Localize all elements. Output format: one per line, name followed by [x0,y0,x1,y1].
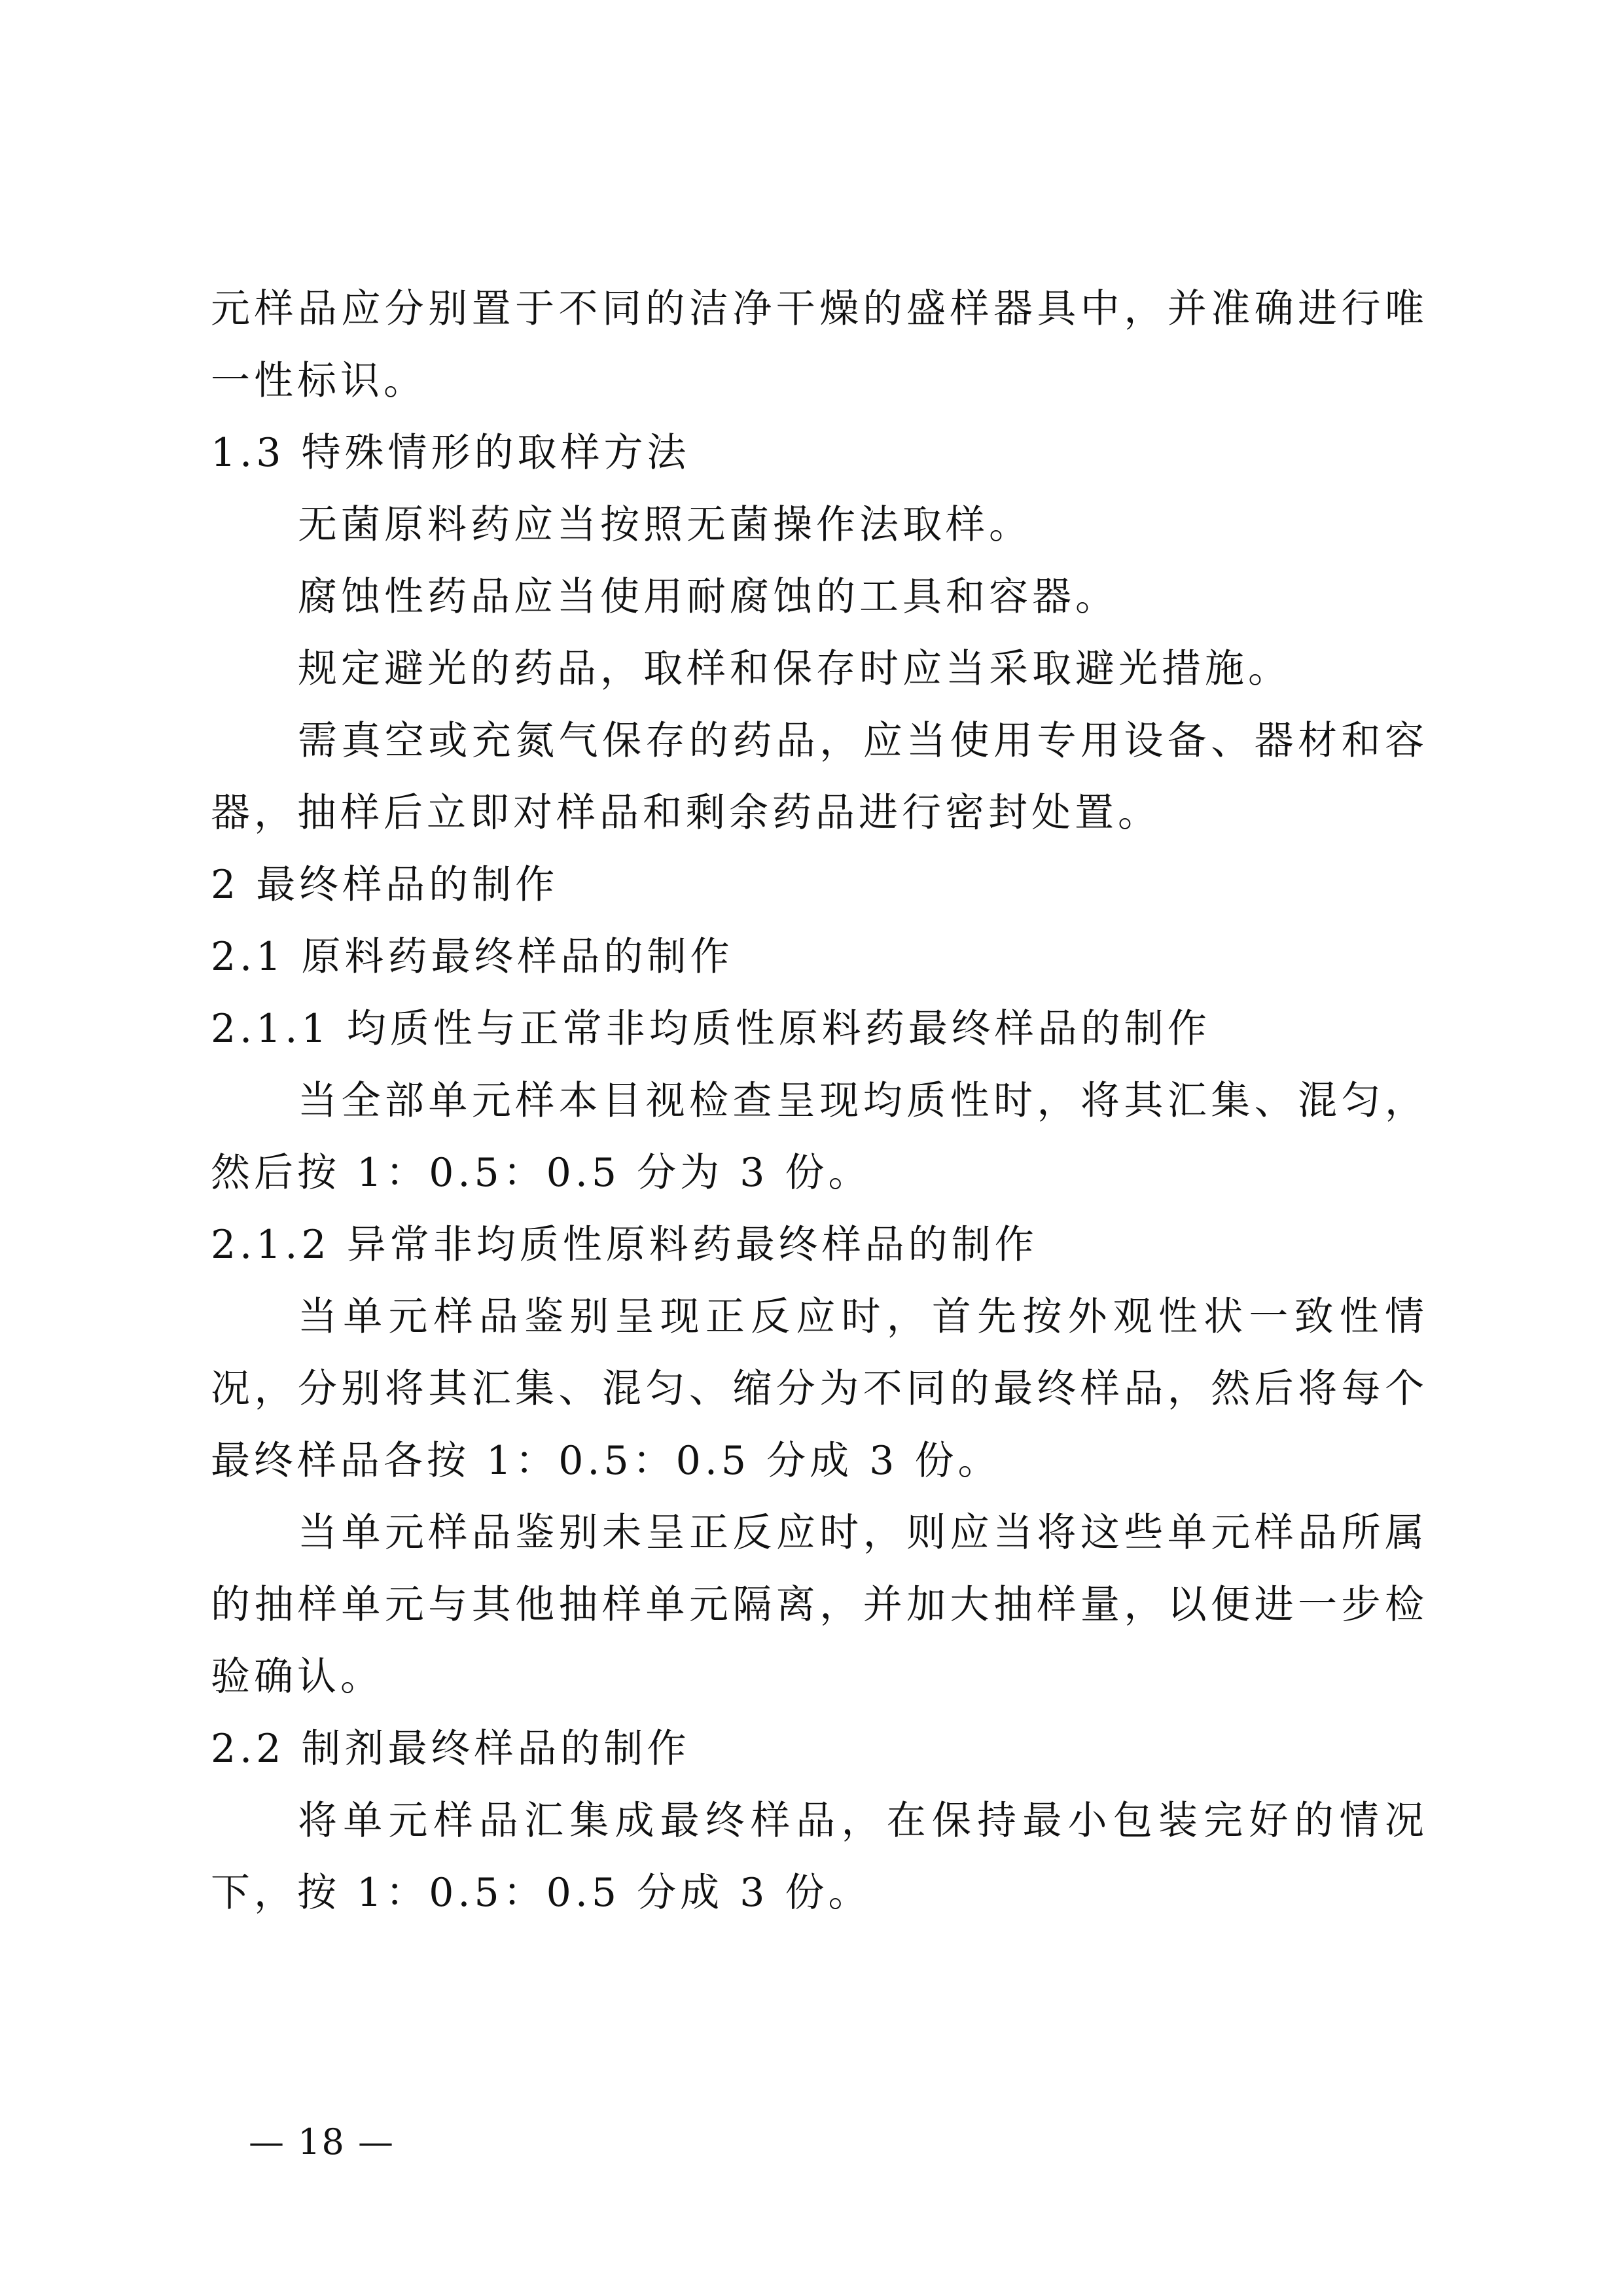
body-text-line: 的抽样单元与其他抽样单元隔离，并加大抽样量，以便进一步检 [211,1582,1428,1628]
body-text-line: 当单元样品鉴别未呈正反应时，则应当将这些单元样品所属 [298,1510,1428,1556]
body-text-line: 无菌原料药应当按照无菌操作法取样。 [298,502,1032,548]
body-text-line: 元样品应分别置于不同的洁净干燥的盛样器具中，并准确进行唯 [211,286,1428,332]
body-text-line: 验确认。 [211,1654,383,1700]
body-text-line: 一性标识。 [211,358,427,404]
body-text-line: 然后按 1：0.5：0.5 分为 3 份。 [211,1150,872,1196]
body-text-line: 下，按 1：0.5：0.5 分成 3 份。 [211,1870,872,1916]
section-heading-2: 2 最终样品的制作 [211,862,559,908]
body-text-line: 规定避光的药品，取样和保存时应当采取避光措施。 [298,646,1291,692]
section-heading-2-1-2: 2.1.2 异常非均质性原料药最终样品的制作 [211,1222,1038,1268]
body-text-line: 况，分别将其汇集、混匀、缩分为不同的最终样品，然后将每个 [211,1366,1428,1412]
body-text-line: 需真空或充氮气保存的药品，应当使用专用设备、器材和容 [298,718,1428,764]
section-heading-2-1-1: 2.1.1 均质性与正常非均质性原料药最终样品的制作 [211,1006,1211,1052]
section-heading-1-3: 1.3 特殊情形的取样方法 [211,430,690,476]
body-text-line: 腐蚀性药品应当使用耐腐蚀的工具和容器。 [298,574,1118,620]
body-text-line: 当单元样品鉴别呈现正反应时，首先按外观性状一致性情 [298,1294,1428,1340]
page-number: — 18 — [249,2121,395,2162]
body-text-line: 器，抽样后立即对样品和剩余药品进行密封处置。 [211,790,1161,836]
body-text-line: 当全部单元样本目视检查呈现均质性时，将其汇集、混匀， [298,1078,1428,1124]
body-text-line: 将单元样品汇集成最终样品，在保持最小包装完好的情况 [298,1798,1428,1844]
section-heading-2-1: 2.1 原料药最终样品的制作 [211,934,734,980]
section-heading-2-2: 2.2 制剂最终样品的制作 [211,1726,690,1772]
body-text-line: 最终样品各按 1：0.5：0.5 分成 3 份。 [211,1438,1001,1484]
